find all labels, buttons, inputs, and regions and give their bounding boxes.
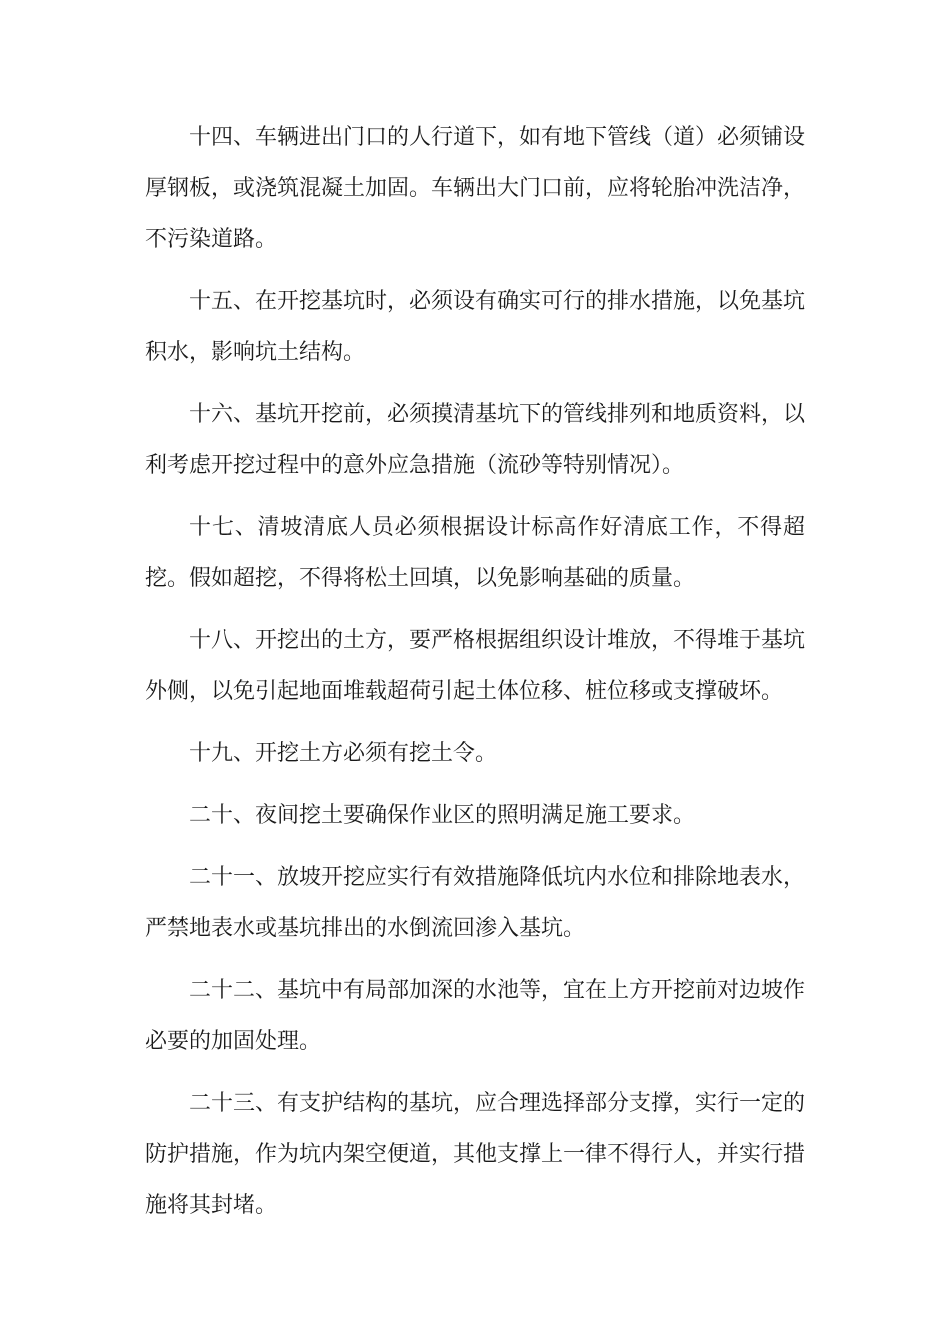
- paragraph-22: 二十二、基坑中有局部加深的水池等，宜在上方开挖前对边坡作必要的加固处理。: [145, 978, 806, 1054]
- paragraph-18: 十八、开挖出的土方，要严格根据组织设计堆放，不得堆于基坑外侧，以免引起地面堆载超荷引起土体位移、桩位移或支撑破坏。: [145, 628, 806, 704]
- paragraph-16: 十六、基坑开挖前，必须摸清基坑下的管线排列和地质资料，以利考虑开挖过程中的意外应急措施（流砂等特别情况）。: [145, 402, 806, 478]
- paragraph-21: 二十一、放坡开挖应实行有效措施降低坑内水位和排除地表水，严禁地表水或基坑排出的水倒流回渗入基坑。: [145, 865, 806, 941]
- paragraph-23: 二十三、有支护结构的基坑，应合理选择部分支撑，实行一定的防护措施，作为坑内架空便道，其他支撑上一律不得行人，并实行措施将其封堵。: [145, 1091, 806, 1218]
- paragraph-15: 十五、在开挖基坑时，必须设有确实可行的排水措施，以免基坑积水，影响坑土结构。: [145, 289, 806, 365]
- document-body: [145, 112, 805, 1242]
- paragraph-19: 十九、开挖土方必须有挖土令。: [189, 741, 498, 766]
- paragraph-17: 十七、清坡清底人员必须根据设计标高作好清底工作，不得超挖。假如超挖，不得将松土回填，以免影响基础的质量。: [145, 515, 805, 591]
- paragraph-20: 二十、夜间挖土要确保作业区的照明满足施工要求。: [189, 803, 696, 828]
- paragraph-14: 十四、车辆进出门口的人行道下，如有地下管线（道）必须铺设厚钢板，或浇筑混凝土加固。车辆出大门口前，应将轮胎冲洗洁净，不污染道路。: [145, 125, 806, 252]
